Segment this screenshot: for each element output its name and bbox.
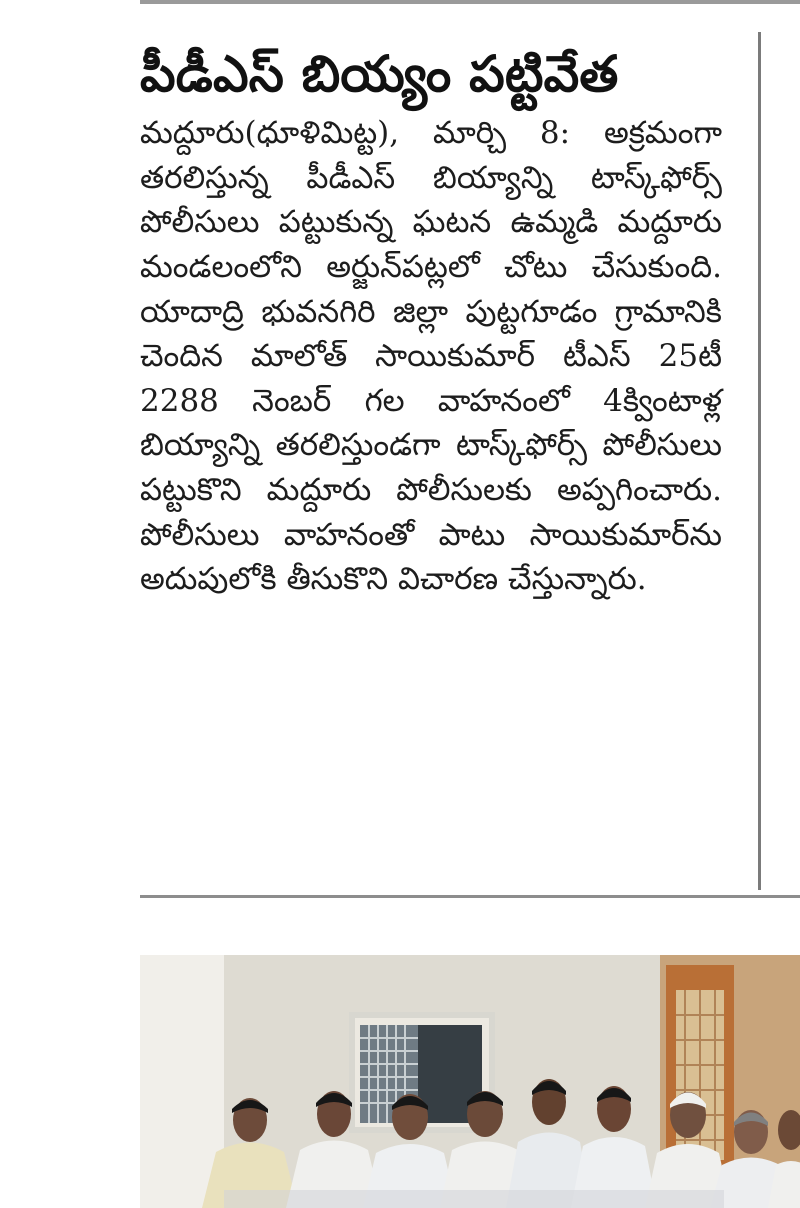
news-photo: [140, 955, 800, 1208]
article-body: మద్దూరు(ధూళిమిట్ట), మార్చి 8: అక్రమంగా తరలిస్తున్న పీడీఎస్‌ బియ్యాన్ని టాస్క్‌ఫోర్స్‌ పోలీసులు పట్టుకున్న ఘటన ఉమ్మడి మద్దూరు మండలంలోని అర్జున్‌పట్లలో చోటు చేసుకుంది. యాదాద్రి భువనగిరి జిల్లా పుట్టగూడం గ్రామానికి చెందిన మాలోత్‌ సాయికుమార్‌ టీఎస్‌ 25టీ 2288 నెంబర్‌ గల వాహనంలో 4క్వింటాళ్ల బియ్యాన్ని తరలిస్తుండగా టాస్క్‌ఫోర్స్‌ పోలీసులు పట్టుకొని మద్దూరు పోలీసులకు అప్పగించారు. పోలీసులు వాహనంతో పాటు సాయికుమార్‌ను అదుపులోకి తీసుకొని విచారణ చేస్తున్నారు.: [140, 115, 722, 598]
article-headline: పీడీఎస్‌ బియ్యం పట్టివేత: [140, 45, 619, 103]
building-door: [666, 965, 734, 1175]
front-row-shadow: [224, 1190, 724, 1208]
group-photo-illustration: [140, 955, 800, 1208]
column-divider: [758, 32, 761, 890]
bottom-rule: [140, 895, 800, 898]
top-rule: [140, 0, 800, 4]
news-article: [140, 45, 730, 602]
